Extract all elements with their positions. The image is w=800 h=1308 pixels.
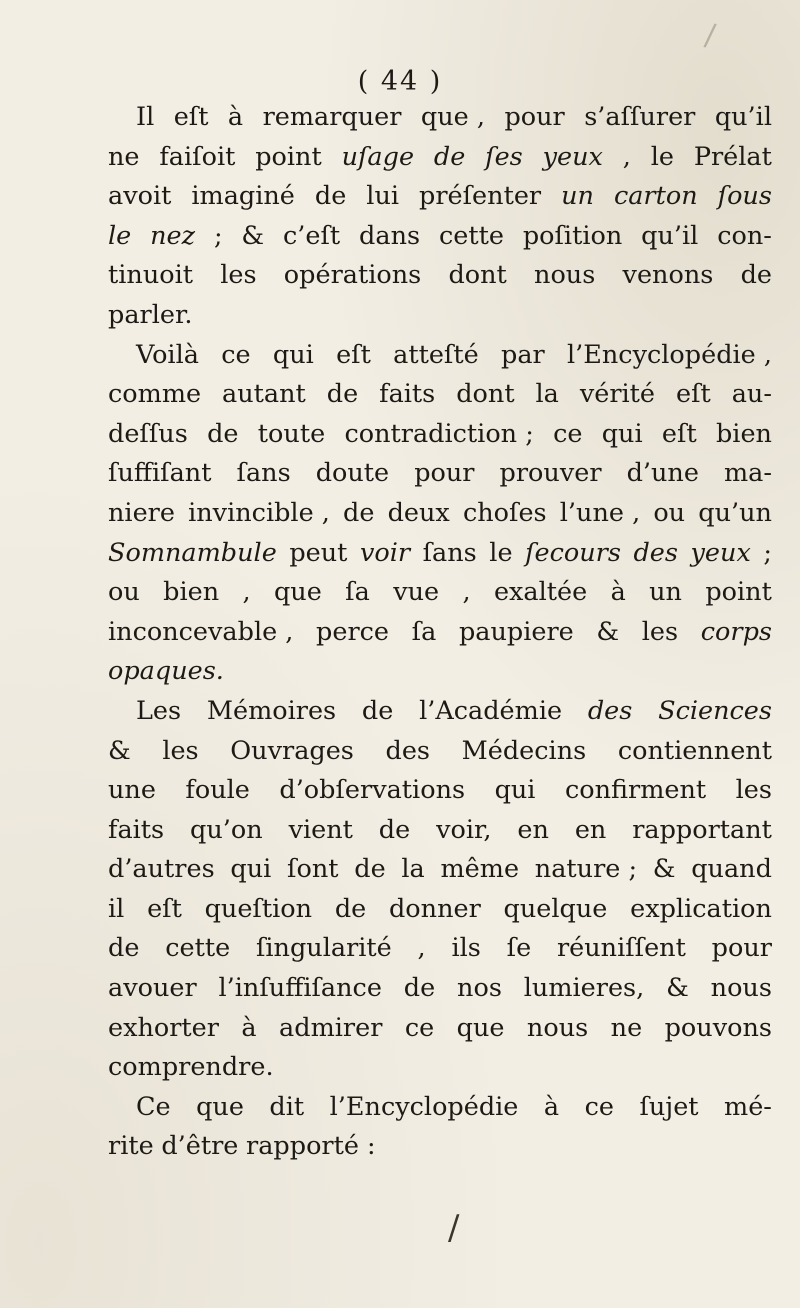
word: ne	[610, 1012, 643, 1043]
text-line	[108, 573, 772, 613]
word: Prélat	[693, 141, 772, 172]
word: de	[433, 141, 466, 172]
text-line	[108, 1009, 772, 1049]
word: lui	[366, 181, 400, 212]
word: Voilà	[136, 339, 199, 370]
word: rapporté :	[246, 1131, 376, 1162]
word: pouvons	[664, 1012, 772, 1043]
word: donner	[388, 893, 481, 924]
word: quelque	[503, 893, 608, 924]
word: pour	[711, 933, 772, 964]
word: des	[587, 695, 633, 726]
word: quand	[691, 854, 772, 885]
word: qui	[272, 339, 314, 370]
text-line	[108, 850, 772, 890]
word: ,	[622, 141, 631, 172]
text-line	[108, 375, 772, 415]
word: par	[501, 339, 545, 370]
word: le	[650, 141, 674, 172]
word: en	[517, 814, 549, 845]
word: point	[255, 141, 322, 172]
word: faiſoit	[159, 141, 236, 172]
word: contiennent	[617, 735, 772, 766]
word: foule	[185, 775, 250, 806]
word: dont	[448, 260, 507, 291]
word: ſous	[717, 181, 772, 212]
word: rapportant	[632, 814, 772, 845]
word: que	[456, 1012, 505, 1043]
word: &	[652, 854, 676, 885]
word: opérations	[283, 260, 422, 291]
word: nous	[534, 260, 596, 291]
text-line	[108, 98, 772, 138]
word: exhorter	[108, 1012, 219, 1043]
word: dit	[269, 1091, 305, 1122]
text-line	[108, 296, 772, 336]
word: qui	[230, 854, 272, 885]
word: ;	[213, 220, 223, 251]
word: de	[378, 814, 411, 845]
word: ce	[404, 1012, 435, 1043]
word: pour	[414, 458, 475, 489]
word: ſans	[236, 458, 291, 489]
word: une	[108, 775, 156, 806]
word: ſujet	[639, 1091, 699, 1122]
word: au-	[731, 379, 772, 410]
word: corps	[700, 616, 772, 647]
word: ſont	[287, 854, 339, 885]
word: ma-	[723, 458, 772, 489]
word: ,	[417, 933, 426, 964]
word: Les	[136, 695, 182, 726]
word: autant	[222, 379, 306, 410]
text-line	[108, 534, 772, 574]
word: mé-	[724, 1091, 772, 1122]
word: de	[343, 497, 375, 528]
word: le	[489, 537, 513, 568]
word: un	[561, 181, 594, 212]
word: de	[361, 695, 394, 726]
word: exaltée	[493, 577, 588, 608]
word: que	[273, 577, 322, 608]
word: imaginé	[191, 181, 295, 212]
text-line	[108, 811, 772, 851]
word: voir,	[436, 814, 492, 845]
word: l’inſuffiſance	[218, 973, 382, 1004]
word: poſition	[522, 220, 623, 251]
word: remarquer	[262, 102, 402, 132]
body-text	[108, 98, 772, 1167]
word: explication	[630, 893, 772, 924]
word: tinuoit	[108, 260, 194, 291]
corner-mark: /	[702, 17, 718, 54]
word: cette	[438, 220, 504, 251]
word: l’une ,	[559, 497, 641, 528]
word: point	[705, 577, 772, 608]
word: avoit	[108, 181, 172, 212]
word: que	[196, 1091, 244, 1122]
word: vue	[393, 577, 440, 608]
word: uſage	[341, 141, 415, 172]
word: à	[543, 1091, 560, 1122]
text-line	[108, 771, 772, 811]
word: rite	[108, 1131, 154, 1162]
word: qu’on	[190, 814, 263, 845]
word: avouer	[108, 973, 197, 1004]
word: perce	[316, 616, 390, 647]
word: deux	[387, 497, 450, 528]
word: yeux	[542, 141, 603, 172]
text-line	[108, 494, 772, 534]
word: carton	[613, 181, 698, 212]
word: ,	[242, 577, 251, 608]
word: vérité	[579, 379, 656, 410]
word: Mémoires	[206, 695, 337, 726]
word: ce	[553, 418, 583, 449]
text-line	[108, 217, 772, 257]
word: Somnambule	[108, 537, 277, 568]
word: nous	[526, 1012, 589, 1043]
word: les	[641, 616, 679, 647]
word: eſt	[336, 339, 371, 370]
word: ce	[584, 1091, 614, 1122]
word: prouver	[499, 458, 602, 489]
word: queſtion	[204, 893, 313, 924]
word: ſa	[345, 577, 370, 608]
word: Médecins	[461, 735, 587, 766]
word: bien	[715, 418, 772, 449]
word: eſt	[147, 893, 182, 924]
word: la	[401, 854, 425, 885]
word: des	[385, 735, 431, 766]
word: qu’il	[714, 102, 772, 132]
word: ou	[108, 577, 140, 608]
word: il	[108, 893, 125, 924]
word: confirment	[564, 775, 707, 806]
word: con-	[717, 220, 772, 251]
word: ſuffiſant	[108, 458, 212, 489]
word: ſa	[411, 616, 437, 647]
word: faits	[379, 379, 436, 410]
word: pour	[504, 102, 565, 132]
word: doute	[315, 458, 390, 489]
word: Ouvrages	[230, 735, 354, 766]
word: d’obſervations	[279, 775, 466, 806]
word: l’Académie	[419, 695, 563, 726]
word: Sciences	[658, 695, 772, 726]
word: préſenter	[419, 181, 542, 212]
text-line	[108, 613, 772, 653]
word: &	[666, 973, 689, 1004]
word: parler.	[108, 299, 193, 330]
word: ſe	[506, 933, 532, 964]
word: ils	[451, 933, 481, 964]
word: les	[220, 260, 257, 291]
word: nos	[457, 973, 502, 1004]
word: qu’il	[641, 220, 699, 251]
text-line	[108, 138, 772, 178]
word: lumieres,	[523, 973, 645, 1004]
word: de	[207, 418, 239, 449]
text-line	[108, 1088, 772, 1128]
word: dans	[359, 220, 421, 251]
word: dont	[456, 379, 515, 410]
word: d’une	[626, 458, 699, 489]
page-number: ( 44 )	[357, 66, 443, 97]
word: de	[403, 973, 436, 1004]
word: comme	[108, 379, 202, 410]
word: choſes	[462, 497, 547, 528]
word: les	[162, 735, 199, 766]
word: à	[610, 577, 626, 608]
text-line	[108, 732, 772, 772]
word: de	[334, 893, 367, 924]
word: nature ;	[534, 854, 638, 885]
word: qui	[601, 418, 643, 449]
text-line	[108, 177, 772, 217]
text-line	[108, 890, 772, 930]
word: deſſus	[108, 418, 188, 449]
word: ſecours	[525, 537, 621, 568]
word: les	[735, 775, 772, 806]
word: réuniſſent	[556, 933, 686, 964]
word: &	[241, 220, 265, 251]
word: eſt	[173, 102, 209, 132]
word: à	[241, 1012, 257, 1043]
word: admirer	[279, 1012, 383, 1043]
word: s’aſſurer	[584, 102, 696, 132]
word: ou	[653, 497, 686, 528]
word: ſans	[422, 537, 477, 568]
word: ſingularité	[255, 933, 392, 964]
text-line	[108, 256, 772, 296]
word: Il	[136, 102, 155, 132]
word: opaques.	[108, 656, 224, 687]
text-line	[108, 969, 772, 1009]
text-line	[108, 1127, 772, 1167]
ink-mark: /	[448, 1208, 460, 1248]
word: venons	[622, 260, 714, 291]
word: bien	[163, 577, 220, 608]
word: c’eſt	[283, 220, 341, 251]
text-line	[108, 652, 772, 692]
word: à	[227, 102, 244, 132]
word: invincible ,	[188, 497, 330, 528]
word: de	[740, 260, 772, 291]
word: yeux	[690, 537, 751, 568]
word: voir	[359, 537, 411, 568]
word: paupiere	[458, 616, 574, 647]
word: Ce	[136, 1091, 171, 1122]
word: de	[314, 181, 347, 212]
word: nous	[710, 973, 772, 1004]
word: ne	[108, 141, 140, 172]
word: inconcevable ,	[108, 616, 294, 647]
word: faits	[108, 814, 165, 845]
text-line	[108, 336, 772, 376]
word: ,	[462, 577, 471, 608]
word: en	[574, 814, 607, 845]
word: l’Encyclopédie ,	[567, 339, 772, 370]
word: l’Encyclopédie	[329, 1091, 519, 1122]
word: qu’un	[698, 497, 772, 528]
word: un	[649, 577, 682, 608]
word: de	[108, 933, 140, 964]
word: atteſté	[393, 339, 479, 370]
text-line	[108, 415, 772, 455]
word: contradiction ;	[344, 418, 534, 449]
word: nez	[150, 220, 196, 251]
word: la	[535, 379, 559, 410]
word: ſes	[485, 141, 523, 172]
word: toute	[257, 418, 326, 449]
word: &	[596, 616, 620, 647]
word: eſt	[675, 379, 711, 410]
word: que ,	[420, 102, 485, 132]
text-line	[108, 1048, 772, 1088]
text-line	[108, 692, 772, 732]
word: niere	[108, 497, 175, 528]
word: d’autres	[108, 854, 215, 885]
word: même	[440, 854, 520, 885]
word: &	[108, 735, 131, 766]
word: cette	[165, 933, 231, 964]
word: de	[354, 854, 386, 885]
word: d’être	[161, 1131, 239, 1162]
word: de	[326, 379, 359, 410]
word: qui	[494, 775, 536, 806]
word: le	[108, 220, 132, 251]
word: ce	[221, 339, 251, 370]
word: des	[633, 537, 678, 568]
text-line	[108, 454, 772, 494]
word: comprendre.	[108, 1052, 274, 1083]
word: eſt	[661, 418, 697, 449]
word: peut	[289, 537, 348, 568]
word: vient	[288, 814, 353, 845]
text-line	[108, 929, 772, 969]
word: ;	[763, 537, 772, 568]
